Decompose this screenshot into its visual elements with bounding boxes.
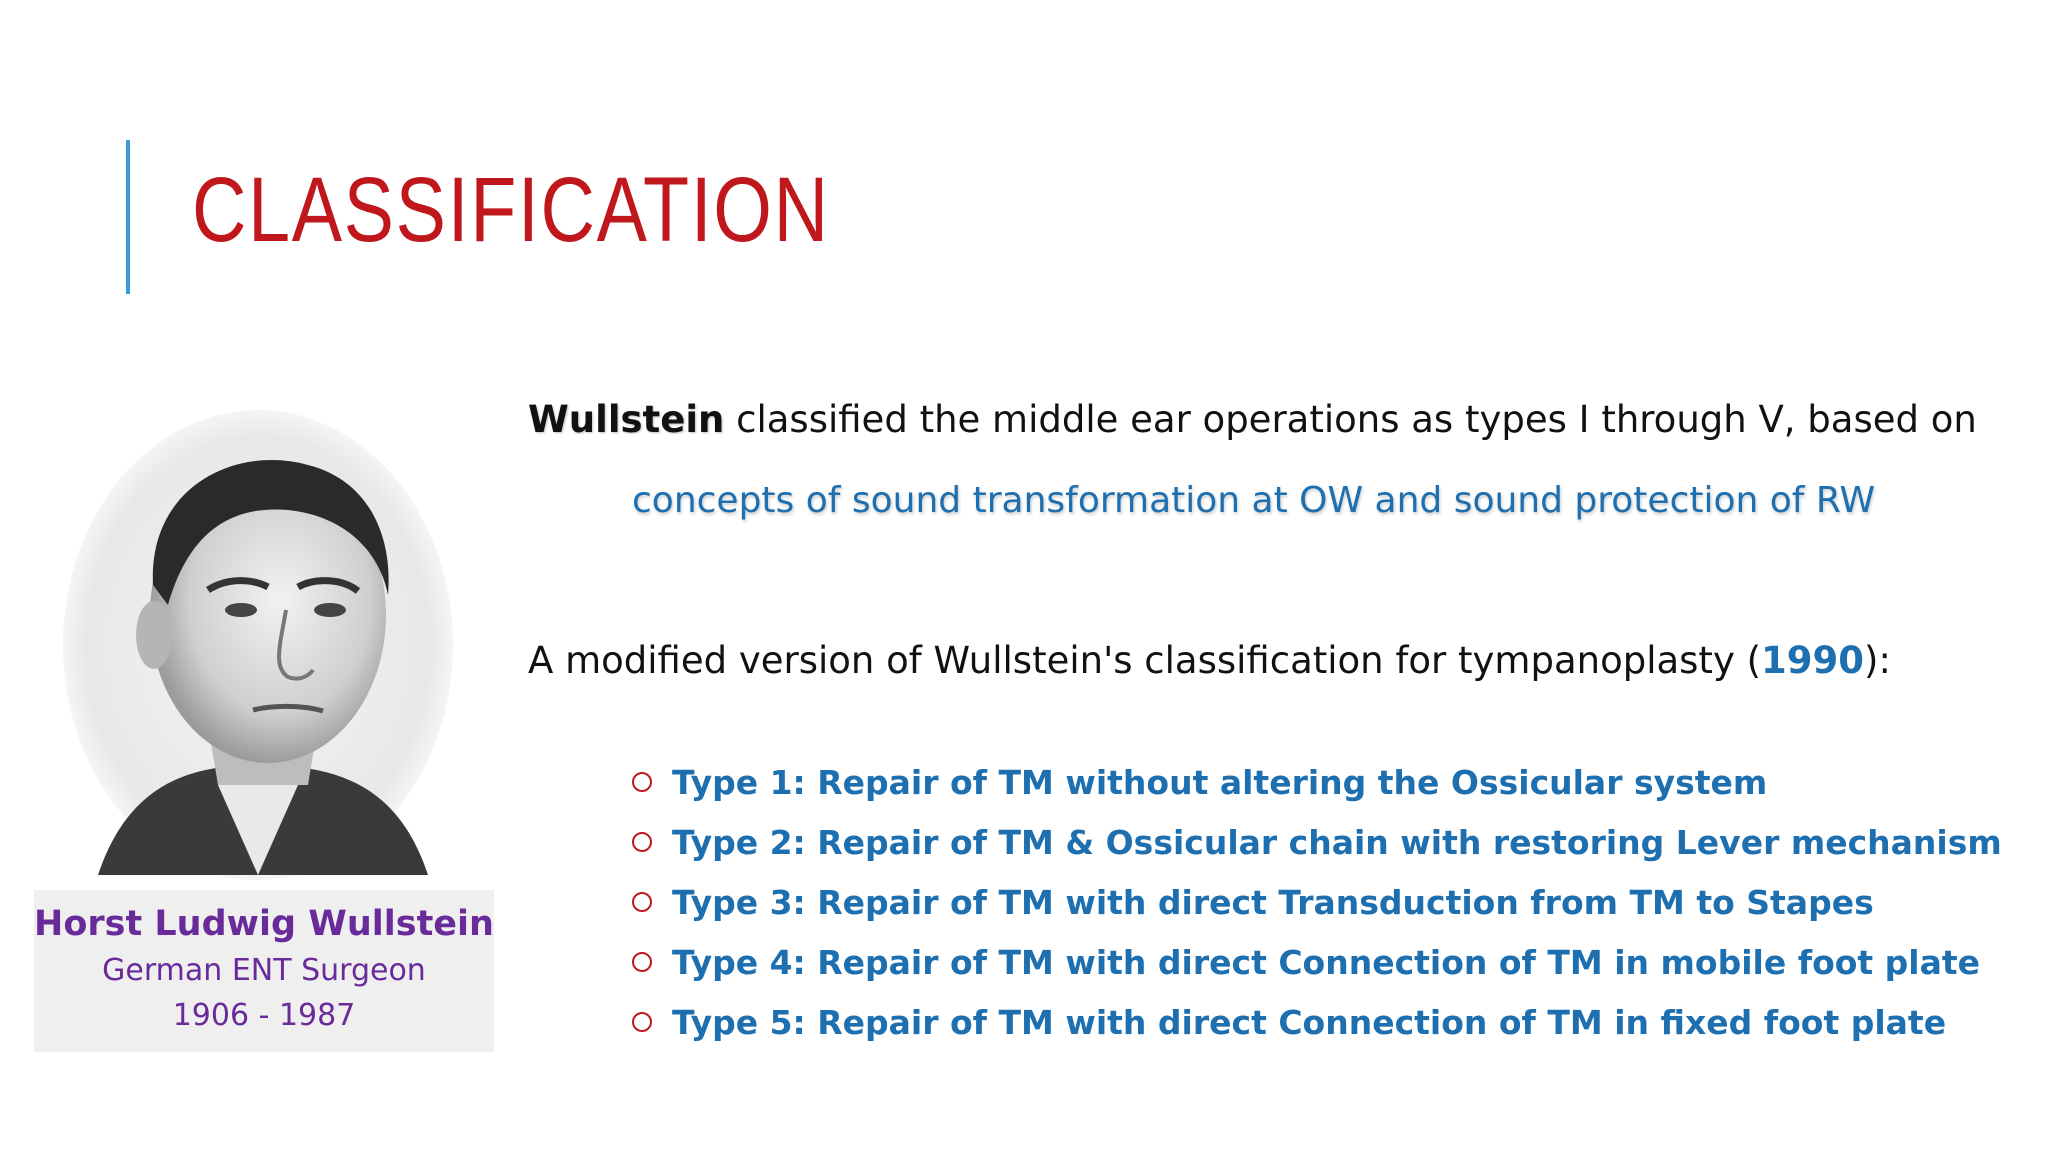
intro-paragraph: [528, 396, 2018, 444]
modified-year: 1990: [1761, 639, 1865, 683]
circle-bullet-icon: [632, 892, 652, 912]
portrait-photo: [58, 405, 458, 885]
modified-prefix: A modified version of Wullstein's classification for tympanoplasty (: [528, 639, 1762, 683]
modified-suffix: ):: [1864, 639, 1891, 683]
modified-paragraph: [528, 639, 2018, 682]
caption-role: German ENT Surgeon: [102, 952, 426, 988]
type-2-text: Type 2: Repair of TM & Ossicular chain with restoring Lever mechanism: [672, 822, 2002, 862]
intro-text: classified the middle ear operations as types I through V, based on: [724, 398, 1977, 441]
list-item: [632, 812, 2018, 872]
intro-bold-name: Wullstein: [528, 398, 725, 441]
list-item: [632, 992, 2018, 1052]
content-body: [528, 396, 2018, 1052]
slide-title: CLASSIFICATION: [192, 159, 830, 261]
circle-bullet-icon: [632, 772, 652, 792]
list-item: [632, 752, 2018, 812]
caption-years: 1906 - 1987: [172, 997, 356, 1033]
list-item: [632, 872, 2018, 932]
list-item: [632, 932, 2018, 992]
circle-bullet-icon: [632, 832, 652, 852]
concepts-text: concepts of sound transformation at OW and sound protection of RW: [632, 480, 1876, 522]
type-1-text: Type 1: Repair of TM without altering the Ossicular system: [672, 762, 1768, 802]
type-3-text: Type 3: Repair of TM with direct Transduction from TM to Stapes: [672, 882, 1874, 922]
type-5-text: Type 5: Repair of TM with direct Connection of TM in fixed foot plate: [672, 1002, 1947, 1042]
type-4-text: Type 4: Repair of TM with direct Connection of TM in mobile foot plate: [672, 942, 1981, 982]
title-accent-bar: [126, 140, 130, 294]
portrait-caption: [34, 890, 494, 1052]
type-list: [632, 752, 2018, 1052]
circle-bullet-icon: [632, 1012, 652, 1032]
caption-name: Horst Ludwig Wullstein: [34, 904, 494, 944]
circle-bullet-icon: [632, 952, 652, 972]
